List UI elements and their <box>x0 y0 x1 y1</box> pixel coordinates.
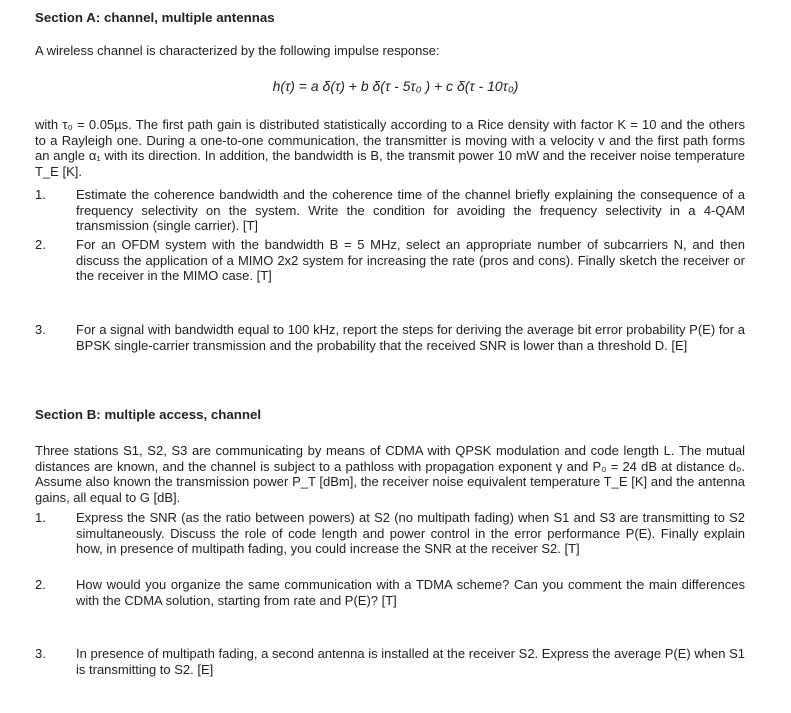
section-b-item-3 <box>35 646 745 677</box>
section-b-item-2 <box>35 577 745 608</box>
item-text: Estimate the coherence bandwidth and the coherence time of the channel briefly explaining the consequence of a frequency selectivity on the system. Write the condition for avoiding the frequency selectivity in a 4-QAM transmission (single carrier). [T] <box>76 187 745 233</box>
section-a-item-2 <box>35 237 745 284</box>
section-a-title: Section A: channel, multiple antennas <box>35 10 275 25</box>
item-number: 2. <box>35 577 46 592</box>
section-b-item-1 <box>35 510 745 557</box>
impulse-response-formula: h(τ) = a δ(τ) + b δ(τ - 5τ₀ ) + c δ(τ - 10τ₀) <box>272 78 519 94</box>
item-number: 3. <box>35 322 46 337</box>
item-number: 3. <box>35 646 46 661</box>
section-a-body: with τ₀ = 0.05µs. The first path gain is distributed statistically according to a Rice density with factor K = 10 and the others to a Rayleigh one. During a one-to-one communication, the transmitter is moving with a velocity v and the first path forms an angle α₁ with its direction. In addition, the bandwidth is B, the transmit power 10 mW and the receiver noise temperature T_E [K]. <box>35 117 745 179</box>
item-text: For an OFDM system with the bandwidth B = 5 MHz, select an appropriate number of subcarriers N, and then discuss the application of a MIMO 2x2 system for increasing the rate (pros and cons). Finally sketch the receiver or the receiver in the MIMO case. [T] <box>76 237 745 283</box>
item-number: 1. <box>35 510 46 525</box>
item-text: For a signal with bandwidth equal to 100 kHz, report the steps for deriving the average bit error probability P(E) for a BPSK single-carrier transmission and the probability that the received SNR is lower than a threshold D. [E] <box>76 322 745 353</box>
section-b-body: Three stations S1, S2, S3 are communicating by means of CDMA with QPSK modulation and code length L. The mutual distances are known, and the channel is subject to a pathloss with propagation exponent γ and P₀ = 24 dB at distance d₀. Assume also known the transmission power P_T [dBm], the receiver noise equivalent temperature T_E [K] and the antenna gains, all equal to G [dB]. <box>35 443 745 505</box>
item-number: 1. <box>35 187 46 202</box>
item-text: How would you organize the same communication with a TDMA scheme? Can you comment the main differences with the CDMA solution, starting from rate and P(E)? [T] <box>76 577 745 608</box>
section-a-item-1 <box>35 187 745 234</box>
section-a-item-3 <box>35 322 745 353</box>
section-a-intro: A wireless channel is characterized by the following impulse response: <box>35 43 440 58</box>
item-number: 2. <box>35 237 46 252</box>
item-text: In presence of multipath fading, a second antenna is installed at the receiver S2. Express the average P(E) when S1 is transmitting to S2. [E] <box>76 646 745 677</box>
item-text: Express the SNR (as the ratio between powers) at S2 (no multipath fading) when S1 and S3 are transmitting to S2 simultaneously. Discuss the role of code length and power control in the error performance P(E). Finally explain how, in presence of multipath fading, you could increase the SNR at the receiver S2. [T] <box>76 510 745 556</box>
section-b-title: Section B: multiple access, channel <box>35 407 262 422</box>
